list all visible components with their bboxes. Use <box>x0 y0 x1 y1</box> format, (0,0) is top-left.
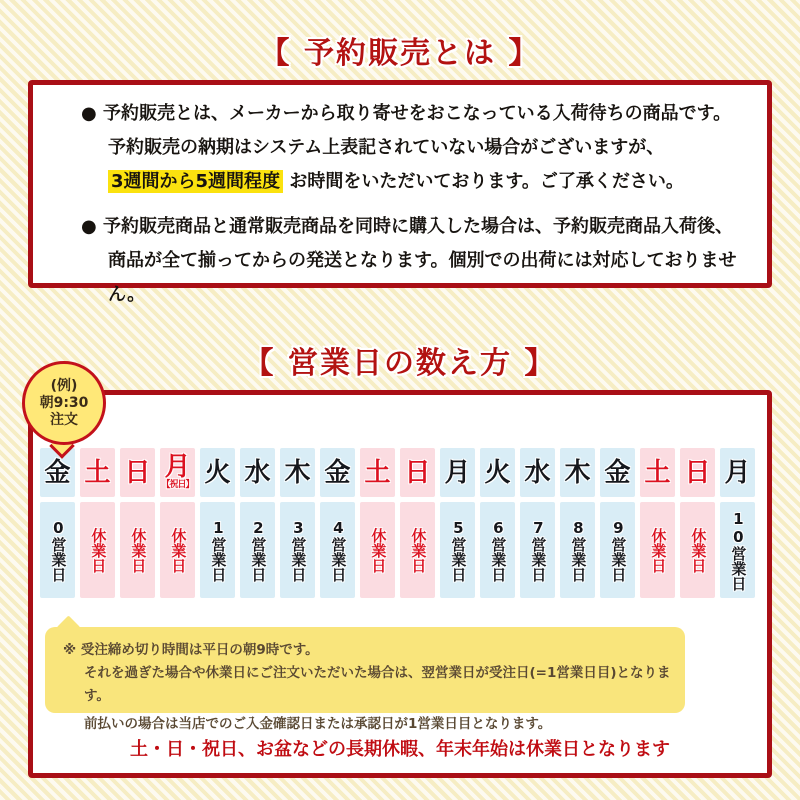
day-cell <box>400 448 435 497</box>
bullet2-line1: ● 予約販売商品と通常販売商品を同時に購入した場合は、予約販売商品入荷後、 <box>81 216 733 237</box>
day-cell <box>240 448 275 497</box>
day-label: 土 <box>84 457 111 488</box>
count-cell <box>560 502 595 598</box>
calendar-column-15 <box>600 448 635 598</box>
day-cell <box>600 448 635 497</box>
order-cutoff-note <box>45 627 685 732</box>
day-cell <box>640 448 675 497</box>
preorder-section-title: 【 予約販売とは 】 <box>259 36 541 71</box>
count-label: 7営業日 <box>529 518 548 582</box>
day-cell <box>360 448 395 497</box>
day-cell <box>200 448 235 497</box>
day-cell <box>480 448 515 497</box>
day-label: 土 <box>644 457 671 488</box>
business-days-panel <box>28 377 772 778</box>
count-label: 3営業日 <box>289 518 308 582</box>
day-cell <box>160 448 195 497</box>
day-label: 月 <box>164 452 191 482</box>
day-label: 日 <box>404 457 431 488</box>
calendar-column-6 <box>240 448 275 598</box>
note-line3: 前払いの場合は当店でのご入金確認日または承認日が1営業日目となります。 <box>84 716 552 732</box>
calendar-column-12 <box>480 448 515 598</box>
calendar-column-16 <box>640 448 675 598</box>
count-label: 0営業日 <box>49 518 68 582</box>
day-cell <box>680 448 715 497</box>
day-cell <box>520 448 555 497</box>
day-label: 木 <box>284 457 311 488</box>
count-cell <box>120 502 155 598</box>
day-label: 日 <box>684 457 711 488</box>
calendar-column-8 <box>320 448 355 598</box>
count-cell <box>480 502 515 598</box>
day-cell <box>80 448 115 497</box>
count-label: 8営業日 <box>569 518 588 582</box>
day-label: 金 <box>44 457 71 488</box>
count-cell <box>720 502 755 598</box>
count-label: 2営業日 <box>249 518 268 582</box>
count-label: 4営業日 <box>329 518 348 582</box>
day-cell <box>280 448 315 497</box>
bullet2-line2: 商品が全て揃ってからの発送となります。個別での出荷には対応しておりません。 <box>108 250 737 305</box>
bullet1-line1: ● 予約販売とは、メーカーから取り寄せをおこなっている入荷待ちの商品です。 <box>81 103 732 124</box>
count-label: 休業日 <box>129 527 148 573</box>
calendar-column-18 <box>720 448 755 598</box>
day-cell <box>320 448 355 497</box>
bullet1-line3-rest: お時間をいただいております。ご了承ください。 <box>283 171 684 192</box>
count-cell <box>360 502 395 598</box>
bullet1-line3 <box>81 165 767 199</box>
preorder-bullet-list <box>33 85 767 312</box>
day-label: 金 <box>324 457 351 488</box>
day-cell <box>40 448 75 497</box>
day-label: 日 <box>124 457 151 488</box>
day-label: 金 <box>604 457 631 488</box>
note-tail <box>56 615 80 639</box>
bullet1-group <box>81 97 767 199</box>
count-cell <box>160 502 195 598</box>
note-line2: それを過ぎた場合や休業日にご注文いただいた場合は、翌営業日が受注日(=1営業日目)となります。 <box>84 665 671 704</box>
calendar-column-4 <box>160 448 195 598</box>
lead-time-highlight: 3週間から5週間程度 <box>108 170 283 193</box>
calendar-column-1 <box>40 448 75 598</box>
bubble-line3: 注文 <box>50 411 78 428</box>
calendar-column-2 <box>80 448 115 598</box>
count-cell <box>240 502 275 598</box>
count-cell <box>640 502 675 598</box>
calendar-column-14 <box>560 448 595 598</box>
count-cell <box>600 502 635 598</box>
bullet1-line2: 予約販売の納期はシステム上表記されていない場合がございますが、 <box>108 137 665 158</box>
day-label: 水 <box>524 457 551 488</box>
calendar-column-10 <box>400 448 435 598</box>
count-label: 1営業日 <box>209 518 228 582</box>
holiday-note: 【祝日】 <box>161 480 194 490</box>
calendar-column-13 <box>520 448 555 598</box>
count-label: 休業日 <box>89 527 108 573</box>
day-label: 木 <box>564 457 591 488</box>
calendar-column-5 <box>200 448 235 598</box>
day-label: 水 <box>244 457 271 488</box>
count-label: 10営業日 <box>729 509 748 591</box>
count-cell <box>680 502 715 598</box>
note-line1: ※ 受注締め切り時間は平日の朝9時です。 <box>63 642 319 658</box>
bullet2-group <box>81 210 767 312</box>
holiday-closure-notice: 土・日・祝日、お盆などの長期休暇、年末年始は休業日となります <box>130 739 670 760</box>
count-cell <box>320 502 355 598</box>
count-label: 休業日 <box>649 527 668 573</box>
calendar-column-3 <box>120 448 155 598</box>
calendar-column-11 <box>440 448 475 598</box>
count-label: 6営業日 <box>489 518 508 582</box>
day-label: 月 <box>444 457 471 488</box>
count-label: 休業日 <box>369 527 388 573</box>
day-label: 火 <box>484 457 511 488</box>
count-cell <box>520 502 555 598</box>
count-cell <box>200 502 235 598</box>
calendar-column-7 <box>280 448 315 598</box>
day-cell <box>120 448 155 497</box>
count-cell <box>80 502 115 598</box>
day-label: 火 <box>204 457 231 488</box>
count-cell <box>400 502 435 598</box>
calendar-column-9 <box>360 448 395 598</box>
day-label: 土 <box>364 457 391 488</box>
count-label: 5営業日 <box>449 518 468 582</box>
business-days-section-title: 【 営業日の数え方 】 <box>243 346 557 381</box>
count-cell <box>280 502 315 598</box>
count-label: 休業日 <box>689 527 708 573</box>
calendar-column-17 <box>680 448 715 598</box>
count-cell <box>440 502 475 598</box>
example-order-bubble <box>22 361 106 445</box>
day-cell <box>720 448 755 497</box>
business-day-calendar <box>40 448 755 598</box>
count-label: 休業日 <box>169 527 188 573</box>
count-label: 休業日 <box>409 527 428 573</box>
preorder-info-panel <box>28 80 772 305</box>
day-cell <box>560 448 595 497</box>
day-cell <box>440 448 475 497</box>
day-label: 月 <box>724 457 751 488</box>
count-label: 9営業日 <box>609 518 628 582</box>
bubble-line1: (例) <box>50 377 78 394</box>
count-cell <box>40 502 75 598</box>
bubble-line2: 朝9:30 <box>39 394 89 411</box>
